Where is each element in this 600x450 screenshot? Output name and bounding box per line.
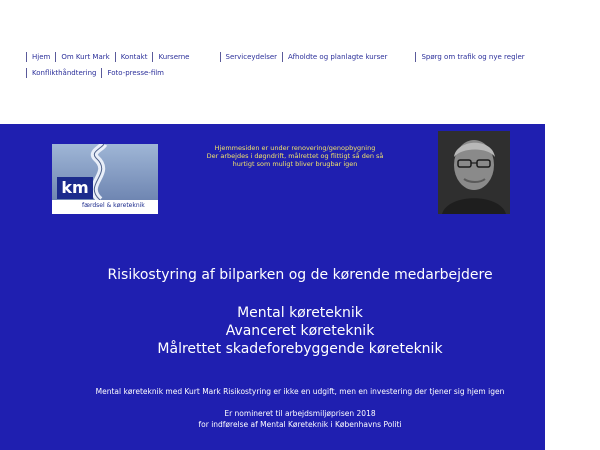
hero-panel <box>0 124 545 450</box>
skills-list <box>0 304 600 358</box>
nav-item-kurser[interactable]: Afholdte og planlagte kurser <box>282 52 415 62</box>
nav-item-om-kurt-mark[interactable]: Om Kurt Mark <box>55 52 114 62</box>
nav-item-konflikthaandtering[interactable]: Konflikthåndtering <box>26 68 101 78</box>
nav-row-1 <box>26 52 530 62</box>
nav-item-serviceydelser[interactable]: Serviceydelser <box>220 52 283 62</box>
nav-item-kurserne[interactable]: Kurserne <box>152 52 219 62</box>
company-logo[interactable] <box>52 144 158 214</box>
renovation-notice <box>180 144 410 168</box>
investment-tagline: Mental køreteknik med Kurt Mark Risikostyring er ikke en udgift, men en investering der tjener sig hjem igen <box>95 387 505 396</box>
award-line-2: for indførelse af Mental Køreteknik i Københavns Politi <box>198 420 402 429</box>
notice-line-2: Der arbejdes i døgndrift, målrettet og flittigt så den så <box>206 152 384 160</box>
nav-item-foto-presse-film[interactable]: Foto-presse-film <box>101 68 169 78</box>
skill-item: Målrettet skadeforebyggende køreteknik <box>157 341 443 357</box>
award-text <box>0 408 600 430</box>
nav-item-kontakt[interactable]: Kontakt <box>115 52 153 62</box>
logo-tagline: færdsel & køreteknik <box>82 202 145 209</box>
main-headline: Risikostyring af bilparken og de kørende medarbejdere <box>107 267 493 283</box>
skill-item: Avanceret køreteknik <box>225 323 375 339</box>
notice-line-3: hurtigt som muligt bliver brugbar igen <box>232 160 358 168</box>
portrait-photo <box>438 131 510 214</box>
notice-line-1: Hjemmesiden er under renovering/genopbygning <box>214 144 376 152</box>
portrait-icon <box>438 131 510 214</box>
skill-item: Mental køreteknik <box>237 305 363 321</box>
nav-row-2 <box>26 68 169 78</box>
nav-item-hjem[interactable]: Hjem <box>26 52 55 62</box>
award-line-1: Er nomineret til arbejdsmiljøprisen 2018 <box>224 409 376 418</box>
nav-item-spoerg[interactable]: Spørg om trafik og nye regler <box>415 52 529 62</box>
logo-mark: km <box>57 177 93 199</box>
